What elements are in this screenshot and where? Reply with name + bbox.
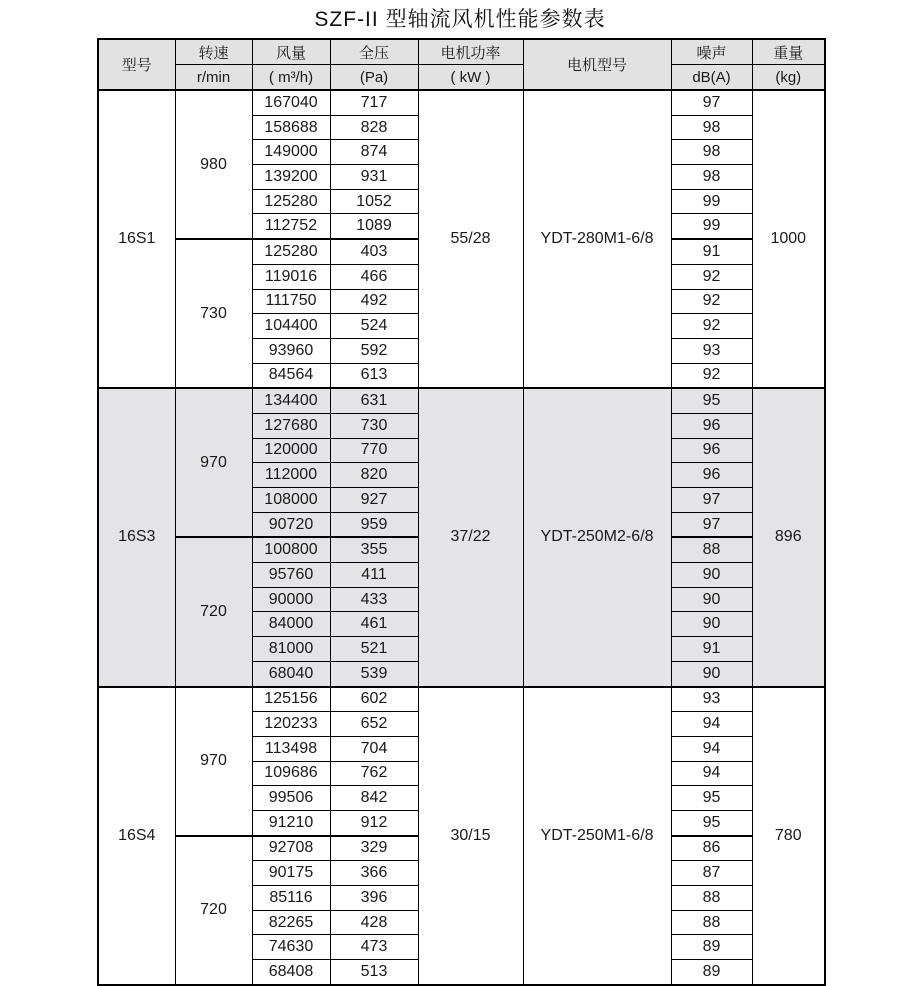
- power-cell: 30/15: [418, 687, 523, 985]
- pressure-cell: 433: [330, 587, 418, 612]
- noise-cell: 88: [671, 886, 752, 911]
- speed-cell: 730: [175, 239, 252, 388]
- noise-cell: 90: [671, 612, 752, 637]
- noise-cell: 97: [671, 90, 752, 115]
- pressure-cell: 652: [330, 712, 418, 737]
- airflow-cell: 84564: [252, 363, 330, 388]
- noise-cell: 97: [671, 512, 752, 537]
- noise-cell: 96: [671, 438, 752, 463]
- noise-cell: 86: [671, 836, 752, 861]
- model-cell: 16S3: [98, 388, 175, 686]
- airflow-cell: 167040: [252, 90, 330, 115]
- col-subheader-weight: (kg): [752, 65, 825, 91]
- pressure-cell: 762: [330, 761, 418, 786]
- airflow-cell: 109686: [252, 761, 330, 786]
- airflow-cell: 95760: [252, 563, 330, 588]
- speed-cell: 980: [175, 90, 252, 239]
- motor-cell: YDT-250M2-6/8: [523, 388, 671, 686]
- noise-cell: 92: [671, 314, 752, 339]
- airflow-cell: 90000: [252, 587, 330, 612]
- airflow-cell: 68040: [252, 661, 330, 686]
- noise-cell: 91: [671, 637, 752, 662]
- airflow-cell: 93960: [252, 338, 330, 363]
- pressure-cell: 403: [330, 239, 418, 264]
- col-header-motor: 电机型号: [523, 39, 671, 90]
- model-cell: 16S4: [98, 687, 175, 985]
- airflow-cell: 104400: [252, 314, 330, 339]
- noise-cell: 93: [671, 338, 752, 363]
- pressure-cell: 730: [330, 413, 418, 438]
- pressure-cell: 959: [330, 512, 418, 537]
- pressure-cell: 396: [330, 886, 418, 911]
- pressure-cell: 355: [330, 537, 418, 562]
- noise-cell: 96: [671, 463, 752, 488]
- noise-cell: 88: [671, 537, 752, 562]
- noise-cell: 87: [671, 861, 752, 886]
- noise-cell: 99: [671, 189, 752, 214]
- weight-cell: 780: [752, 687, 825, 985]
- pressure-cell: 329: [330, 836, 418, 861]
- airflow-cell: 85116: [252, 886, 330, 911]
- col-header-weight: 重量: [752, 39, 825, 65]
- airflow-cell: 100800: [252, 537, 330, 562]
- airflow-cell: 91210: [252, 810, 330, 835]
- pressure-cell: 912: [330, 810, 418, 835]
- col-subheader-pressure: (Pa): [330, 65, 418, 91]
- airflow-cell: 92708: [252, 836, 330, 861]
- motor-cell: YDT-250M1-6/8: [523, 687, 671, 985]
- airflow-cell: 84000: [252, 612, 330, 637]
- noise-cell: 92: [671, 363, 752, 388]
- noise-cell: 90: [671, 563, 752, 588]
- weight-cell: 896: [752, 388, 825, 686]
- col-header-speed: 转速: [175, 39, 252, 65]
- pressure-cell: 770: [330, 438, 418, 463]
- noise-cell: 94: [671, 712, 752, 737]
- airflow-cell: 108000: [252, 488, 330, 513]
- table-row: [98, 90, 825, 115]
- col-subheader-noise: dB(A): [671, 65, 752, 91]
- airflow-cell: 134400: [252, 388, 330, 413]
- noise-cell: 90: [671, 661, 752, 686]
- header-row-main: [98, 39, 825, 65]
- airflow-cell: 112752: [252, 214, 330, 239]
- col-header-pressure: 全压: [330, 39, 418, 65]
- noise-cell: 93: [671, 687, 752, 712]
- airflow-cell: 149000: [252, 140, 330, 165]
- power-cell: 55/28: [418, 90, 523, 388]
- pressure-cell: 613: [330, 363, 418, 388]
- pressure-cell: 366: [330, 861, 418, 886]
- pressure-cell: 631: [330, 388, 418, 413]
- table-row: [98, 388, 825, 413]
- header-row-units: [98, 65, 825, 91]
- noise-cell: 89: [671, 960, 752, 985]
- pressure-cell: 466: [330, 264, 418, 289]
- pressure-cell: 602: [330, 687, 418, 712]
- pressure-cell: 461: [330, 612, 418, 637]
- pressure-cell: 513: [330, 960, 418, 985]
- speed-cell: 970: [175, 388, 252, 537]
- airflow-cell: 125280: [252, 189, 330, 214]
- airflow-cell: 119016: [252, 264, 330, 289]
- airflow-cell: 112000: [252, 463, 330, 488]
- col-header-model: 型号: [98, 39, 175, 90]
- table-header: [98, 39, 825, 90]
- pressure-cell: 539: [330, 661, 418, 686]
- pressure-cell: 931: [330, 165, 418, 190]
- pressure-cell: 927: [330, 488, 418, 513]
- noise-cell: 91: [671, 239, 752, 264]
- col-header-airflow: 风量: [252, 39, 330, 65]
- page-title: SZF-II 型轴流风机性能参数表: [314, 8, 606, 31]
- pressure-cell: 704: [330, 736, 418, 761]
- airflow-cell: 81000: [252, 637, 330, 662]
- motor-cell: YDT-280M1-6/8: [523, 90, 671, 388]
- noise-cell: 89: [671, 935, 752, 960]
- noise-cell: 94: [671, 736, 752, 761]
- noise-cell: 94: [671, 761, 752, 786]
- noise-cell: 90: [671, 587, 752, 612]
- airflow-cell: 125280: [252, 239, 330, 264]
- col-header-noise: 噪声: [671, 39, 752, 65]
- noise-cell: 92: [671, 289, 752, 314]
- pressure-cell: 828: [330, 115, 418, 140]
- table-body: [98, 90, 825, 985]
- noise-cell: 95: [671, 786, 752, 811]
- airflow-cell: 120233: [252, 712, 330, 737]
- airflow-cell: 90720: [252, 512, 330, 537]
- model-cell: 16S1: [98, 90, 175, 388]
- pressure-cell: 524: [330, 314, 418, 339]
- noise-cell: 95: [671, 388, 752, 413]
- noise-cell: 88: [671, 910, 752, 935]
- pressure-cell: 820: [330, 463, 418, 488]
- airflow-cell: 113498: [252, 736, 330, 761]
- pressure-cell: 1089: [330, 214, 418, 239]
- col-subheader-speed: r/min: [175, 65, 252, 91]
- airflow-cell: 158688: [252, 115, 330, 140]
- col-subheader-airflow: ( m³/h): [252, 65, 330, 91]
- pressure-cell: 717: [330, 90, 418, 115]
- speed-cell: 720: [175, 836, 252, 985]
- airflow-cell: 99506: [252, 786, 330, 811]
- airflow-cell: 125156: [252, 687, 330, 712]
- noise-cell: 95: [671, 810, 752, 835]
- pressure-cell: 1052: [330, 189, 418, 214]
- airflow-cell: 74630: [252, 935, 330, 960]
- pressure-cell: 842: [330, 786, 418, 811]
- noise-cell: 96: [671, 413, 752, 438]
- noise-cell: 98: [671, 140, 752, 165]
- pressure-cell: 874: [330, 140, 418, 165]
- airflow-cell: 139200: [252, 165, 330, 190]
- airflow-cell: 127680: [252, 413, 330, 438]
- pressure-cell: 411: [330, 563, 418, 588]
- pressure-cell: 473: [330, 935, 418, 960]
- airflow-cell: 82265: [252, 910, 330, 935]
- pressure-cell: 428: [330, 910, 418, 935]
- weight-cell: 1000: [752, 90, 825, 388]
- speed-cell: 970: [175, 687, 252, 836]
- pressure-cell: 521: [330, 637, 418, 662]
- pressure-cell: 492: [330, 289, 418, 314]
- noise-cell: 92: [671, 264, 752, 289]
- noise-cell: 98: [671, 165, 752, 190]
- noise-cell: 97: [671, 488, 752, 513]
- pressure-cell: 592: [330, 338, 418, 363]
- fan-performance-table: [97, 38, 826, 986]
- noise-cell: 99: [671, 214, 752, 239]
- col-subheader-power: ( kW ): [418, 65, 523, 91]
- airflow-cell: 90175: [252, 861, 330, 886]
- airflow-cell: 68408: [252, 960, 330, 985]
- col-header-power: 电机功率: [418, 39, 523, 65]
- airflow-cell: 120000: [252, 438, 330, 463]
- power-cell: 37/22: [418, 388, 523, 686]
- noise-cell: 98: [671, 115, 752, 140]
- table-row: [98, 687, 825, 712]
- speed-cell: 720: [175, 537, 252, 686]
- airflow-cell: 111750: [252, 289, 330, 314]
